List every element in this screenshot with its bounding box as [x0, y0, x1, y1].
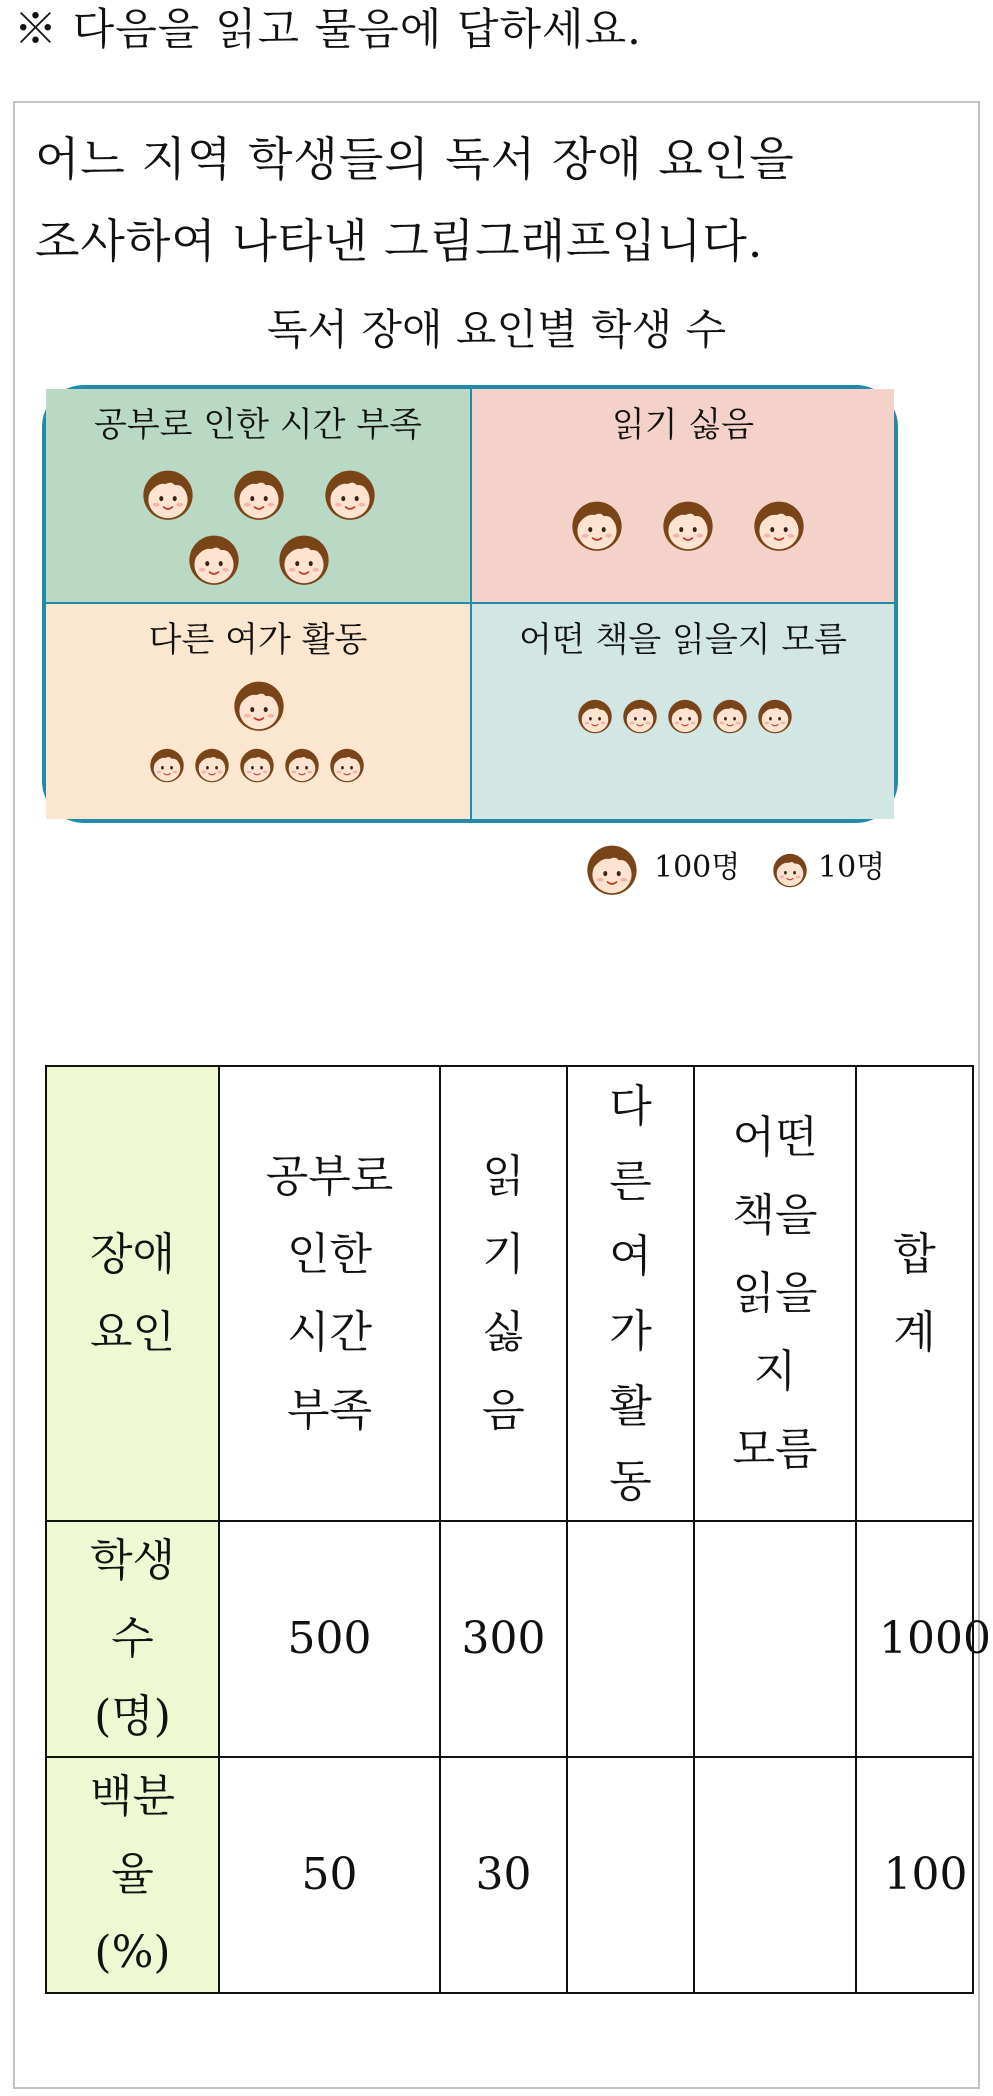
intro-line-1: 어느 지역 학생들의 독서 장애 요인을 — [35, 132, 795, 186]
small-face-icon — [711, 696, 749, 734]
pictograph-title: 독서 장애 요인별 학생 수 — [266, 305, 727, 354]
small-face-icon — [756, 696, 794, 734]
cell-percent-other-leisure[interactable] — [567, 1757, 694, 1993]
legend-big-face-icon — [584, 840, 640, 896]
column-header-total: 합 계 — [856, 1066, 973, 1521]
intro-line-2: 조사하여 나타낸 그림그래프입니다. — [35, 214, 764, 268]
big-face-icon — [276, 530, 332, 586]
table-header-row — [46, 1066, 973, 1521]
small-face-icon — [193, 745, 231, 783]
cell-percent-study-time: 50 — [219, 1757, 440, 1993]
column-header-other-leisure: 다 른 여 가 활 동 — [567, 1066, 694, 1521]
big-face-icon — [751, 496, 807, 552]
big-face-icon — [322, 465, 378, 521]
row-header-percent: 백분 율 (%) — [46, 1757, 219, 1993]
quadrant-dont-know-book — [472, 604, 894, 819]
quadrant-label: 어떤 책을 읽을지 모름 — [518, 620, 848, 660]
instruction-text: ※ 다음을 읽고 물음에 답하세요. — [14, 5, 642, 55]
small-face-icon — [148, 745, 186, 783]
cell-students-dont-know-book[interactable] — [694, 1521, 856, 1757]
big-face-icon — [231, 676, 287, 732]
problem-intro — [35, 118, 935, 282]
cell-students-dislike-reading: 300 — [440, 1521, 567, 1757]
small-face-icon — [283, 745, 321, 783]
legend-small-label: 10명 — [818, 850, 886, 885]
big-face-icon — [569, 496, 625, 552]
small-face-icon — [621, 696, 659, 734]
cell-students-other-leisure[interactable] — [567, 1521, 694, 1757]
small-face-icon — [328, 745, 366, 783]
legend-small-face-icon — [771, 850, 809, 888]
small-face-icon — [666, 696, 704, 734]
big-face-icon — [140, 465, 196, 521]
row-header-factor: 장애 요인 — [46, 1066, 219, 1521]
small-face-icon — [238, 745, 276, 783]
big-face-icon — [660, 496, 716, 552]
column-header-study-time: 공부로 인한 시간 부족 — [219, 1066, 440, 1521]
table-row-students — [46, 1521, 973, 1757]
cell-percent-dislike-reading: 30 — [440, 1757, 567, 1993]
pictograph — [42, 385, 898, 823]
quadrant-label: 다른 여가 활동 — [148, 620, 368, 660]
cell-percent-total: 100 — [856, 1757, 973, 1993]
quadrant-other-leisure — [46, 604, 472, 819]
cell-students-study-time: 500 — [219, 1521, 440, 1757]
row-header-students: 학생 수 (명) — [46, 1521, 219, 1757]
cell-students-total: 1000 — [856, 1521, 973, 1757]
quadrant-label: 공부로 인한 시간 부족 — [93, 405, 423, 445]
data-table — [45, 1065, 991, 1994]
big-face-icon — [186, 530, 242, 586]
column-header-dont-know-book: 어떤 책을 읽을 지 모름 — [694, 1066, 856, 1521]
table-row-percent — [46, 1757, 973, 1993]
big-face-icon — [231, 465, 287, 521]
quadrant-label: 읽기 싫음 — [611, 405, 755, 445]
quadrant-study-time — [46, 389, 472, 604]
column-header-dislike-reading: 읽 기 싫 음 — [440, 1066, 567, 1521]
small-face-icon — [576, 696, 614, 734]
legend-big-label: 100명 — [654, 850, 741, 885]
cell-percent-dont-know-book[interactable] — [694, 1757, 856, 1993]
quadrant-dislike-reading — [472, 389, 894, 604]
